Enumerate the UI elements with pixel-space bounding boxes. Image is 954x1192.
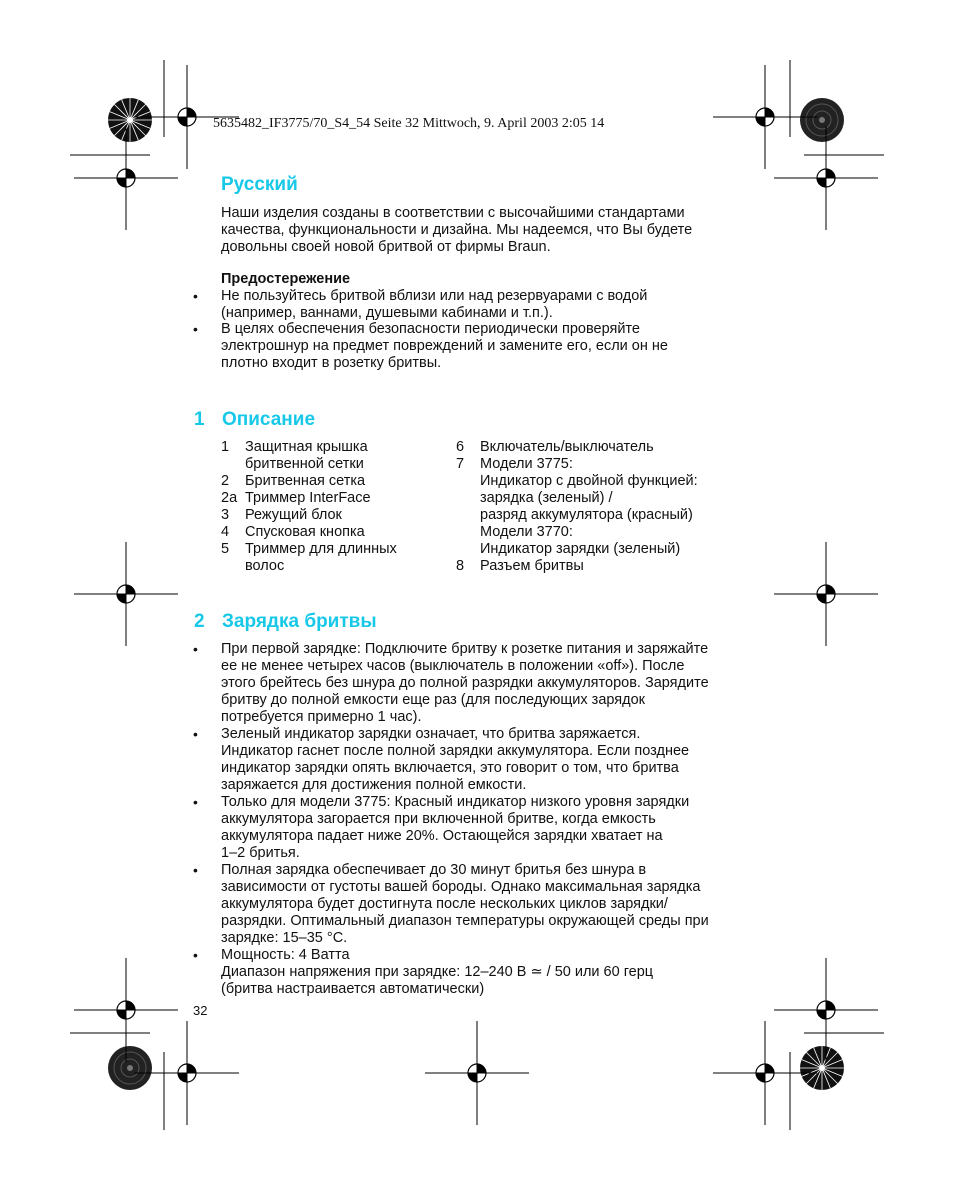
item-label: бритвенной сетки — [245, 456, 364, 472]
text-line: 1–2 бритья. — [221, 845, 300, 861]
item-number: 2a — [221, 490, 238, 506]
text-line: аккумулятора падает ниже 20%. Остающейся зарядки хватает на — [221, 828, 663, 844]
item-label: Бритвенная сетка — [245, 473, 366, 489]
charging-item — [221, 862, 766, 947]
bullet: • — [193, 321, 198, 337]
intro-line: качества, функциональности и дизайна. Мы надеемся, что Вы будете — [221, 222, 693, 238]
bullet: • — [193, 862, 198, 878]
intro-paragraph — [221, 205, 766, 256]
item-number: 4 — [221, 524, 230, 540]
text-line: Зеленый индикатор зарядки означает, что бритва заряжается. — [221, 726, 641, 742]
charging-item — [221, 641, 766, 726]
section-title: Зарядка бритвы — [222, 611, 377, 632]
text-line: Не пользуйтесь бритвой вблизи или над резервуарами с водой — [221, 288, 648, 304]
item-label: Индикатор с двойной функцией: — [480, 473, 698, 489]
text-line: разрядки. Оптимальный диапазон температуры окружающей среды при — [221, 913, 709, 929]
text-line: Полная зарядка обеспечивает до 30 минут бритья без шнура в — [221, 862, 647, 878]
item-label: Защитная крышка — [245, 439, 368, 455]
item-label: разряд аккумулятора (красный) — [480, 507, 693, 523]
section-heading-charging — [194, 611, 377, 633]
bullet: • — [193, 288, 198, 304]
print-slug: 5635482_IF3775/70_S4_54 Seite 32 Mittwoch, 9. April 2003 2:05 14 — [213, 116, 605, 131]
text-line: (например, ваннами, душевыми кабинами и т.п.). — [221, 305, 553, 321]
section-title: Описание — [222, 409, 316, 430]
item-label: Индикатор зарядки (зеленый) — [480, 541, 681, 557]
warning-item — [221, 288, 766, 322]
item-label: Режущий блок — [245, 507, 342, 523]
text-line: аккумулятора загорается при включенной бритве, когда емкость — [221, 811, 656, 827]
item-number: 5 — [221, 541, 230, 557]
section-heading-description — [194, 409, 315, 431]
item-label: Триммер для длинных — [245, 541, 397, 557]
warning-heading: Предостережение — [221, 271, 351, 287]
text-line: заряжается для достижения полной емкости. — [221, 777, 527, 793]
item-label: Модели 3770: — [480, 524, 573, 540]
item-label: Спусковая кнопка — [245, 524, 365, 540]
item-number: 1 — [221, 439, 230, 455]
page-number: 32 — [193, 1003, 208, 1018]
bullet: • — [193, 947, 198, 963]
text-line: этого брейтесь без шнура до полной разрядки аккумуляторов. Зарядите — [221, 675, 709, 691]
page-title: Русский — [221, 174, 298, 195]
text-line: При первой зарядке: Подключите бритву к розетке питания и заряжайте — [221, 641, 709, 657]
text-line: ее не менее четырех часов (выключатель в положении «off»). После — [221, 658, 685, 674]
bullet: • — [193, 794, 198, 810]
item-label: волос — [245, 558, 285, 574]
item-number: 3 — [221, 507, 230, 523]
charging-item — [221, 726, 766, 794]
section-number: 2 — [194, 611, 205, 632]
charging-item — [221, 947, 766, 998]
text-line: Мощность: 4 Ватта — [221, 947, 350, 963]
section-number: 1 — [194, 409, 205, 430]
text-line: электрошнур на предмет повреждений и замените его, если он не — [221, 338, 668, 354]
text-line: зарядке: 15–35 °C. — [221, 930, 348, 946]
text-line: потребуется примерно 1 час). — [221, 709, 422, 725]
text-line: зависимости от густоты вашей бороды. Однако максимальная зарядка — [221, 879, 701, 895]
intro-line: Наши изделия созданы в соответствии с высочайшими стандартами — [221, 205, 685, 221]
text-line: плотно входит в розетку бритвы. — [221, 355, 442, 371]
item-label: Триммер InterFace — [245, 490, 371, 506]
bullet: • — [193, 726, 198, 742]
text-line: (бритва настраивается автоматически) — [221, 981, 485, 997]
item-label: Включатель/выключатель — [480, 439, 654, 455]
intro-line: довольны своей новой бритвой от фирмы Braun. — [221, 239, 551, 255]
charging-item — [221, 794, 766, 862]
text-line: Индикатор гаснет после полной зарядки аккумулятора. Если позднее — [221, 743, 690, 759]
text-line: Только для модели 3775: Красный индикатор низкого уровня зарядки — [221, 794, 690, 810]
item-label: Модели 3775: — [480, 456, 573, 472]
bullet: • — [193, 641, 198, 657]
item-number: 7 — [456, 456, 465, 472]
text-line: индикатор зарядки опять включается, это говорит о том, что бритва — [221, 760, 679, 776]
text-line: Диапазон напряжения при зарядке: 12–240 В ≃ / 50 или 60 герц — [221, 964, 654, 980]
item-number: 2 — [221, 473, 230, 489]
text-line: В целях обеспечения безопасности периодически проверяйте — [221, 321, 640, 337]
item-label: Разъем бритвы — [480, 558, 584, 574]
text-line: бритву до полной емкости еще раз (для последующих зарядок — [221, 692, 646, 708]
item-number: 6 — [456, 439, 465, 455]
item-label: зарядка (зеленый) / — [480, 490, 613, 506]
text-line: аккумулятора будет достигнута после нескольких циклов зарядки/ — [221, 896, 668, 912]
item-number: 8 — [456, 558, 465, 574]
warning-item — [221, 321, 766, 372]
